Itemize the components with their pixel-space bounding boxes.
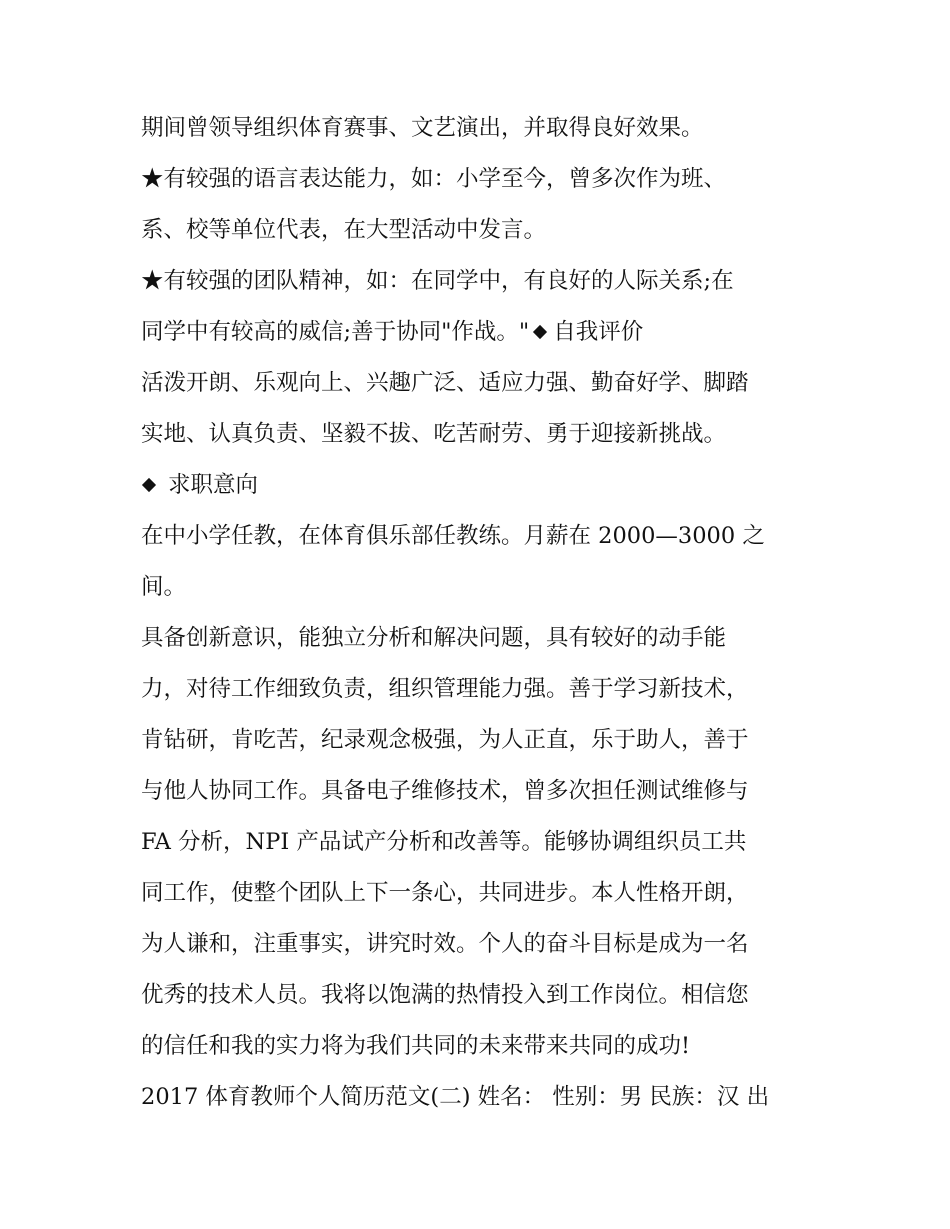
text-line: 系、校等单位代表，在大型活动中发言。: [141, 217, 547, 243]
diamond-bullet-icon: [142, 478, 156, 492]
text-line: 同学中有较高的威信;善于协同"作战。" 自我评价: [141, 319, 644, 345]
text-line: 与他人协同工作。具备电子维修技术，曾多次担任测试维修与: [141, 778, 749, 804]
text-line: 在中小学任教，在体育俱乐部任教练。月薪在 2000—3000 之: [141, 523, 765, 549]
text-line: 期间曾领导组织体育赛事、文艺演出，并取得良好效果。: [141, 115, 704, 141]
text-line: 同工作，使整个团队上下一条心，共同进步。本人性格开朗，: [141, 880, 749, 906]
text-line: 活泼开朗、乐观向上、兴趣广泛、适应力强、勤奋好学、脚踏: [141, 370, 749, 396]
text-line: 力，对待工作细致负责，组织管理能力强。善于学习新技术，: [141, 676, 749, 702]
text-line: 实地、认真负责、坚毅不拔、吃苦耐劳、勇于迎接新挑战。: [141, 421, 727, 447]
text-line: ★有较强的团队精神，如：在同学中，有良好的人际关系;在: [141, 268, 734, 294]
text-line: 肯钻研，肯吃苦，纪录观念极强，为人正直，乐于助人，善于: [141, 727, 749, 753]
text-line: 具备创新意识，能独立分析和解决问题，具有较好的动手能: [141, 625, 727, 651]
section-heading-job-intention: 求职意向: [141, 468, 821, 502]
text-line: FA 分析，NPI 产品试产分析和改善等。能够协调组织员工共: [141, 829, 747, 855]
text-line: 优秀的技术人员。我将以饱满的热情投入到工作岗位。相信您: [141, 982, 749, 1008]
text-line: 2017 体育教师个人简历范文(二) 姓名： 性别：男 民族：汉 出: [141, 1084, 770, 1110]
diamond-bullet-icon: [533, 325, 547, 339]
text-line: ★有较强的语言表达能力，如：小学至今，曾多次作为班、: [141, 166, 727, 192]
text-line: 间。: [141, 574, 187, 600]
section-heading-self-evaluation: 自我评价: [553, 319, 644, 345]
text-line: 为人谦和，注重事实，讲究时效。个人的奋斗目标是成为一名: [141, 931, 749, 957]
text-line: 的信任和我的实力将为我们共同的未来带来共同的成功!: [141, 1033, 691, 1059]
